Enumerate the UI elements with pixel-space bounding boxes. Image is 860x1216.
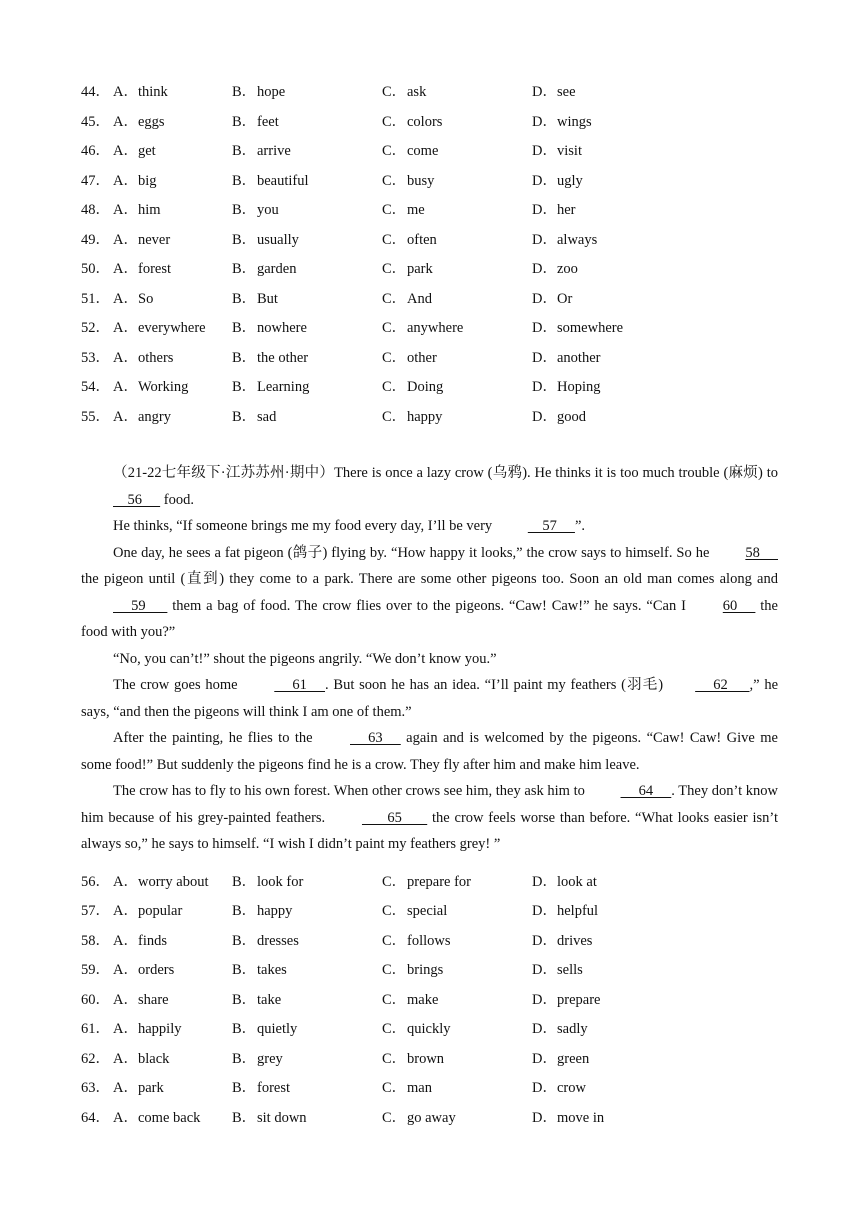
option-label-a: A． xyxy=(113,143,138,159)
option-label-b: B． xyxy=(232,320,257,336)
option-label-b: B． xyxy=(232,933,257,949)
option-label-d: D． xyxy=(532,320,557,336)
option-label-a: A． xyxy=(113,992,138,1008)
option-label-a: A． xyxy=(113,232,138,248)
option-d: somewhere xyxy=(557,320,624,336)
option-a: never xyxy=(138,232,171,248)
option-c: quickly xyxy=(407,1021,451,1037)
option-a: everywhere xyxy=(138,320,206,336)
reading-passage xyxy=(81,460,778,858)
option-d: zoo xyxy=(557,261,578,277)
option-a: black xyxy=(138,1051,170,1067)
option-label-b: B． xyxy=(232,114,257,130)
question-row xyxy=(0,82,860,102)
option-c: And xyxy=(407,291,432,307)
question-number: 49． xyxy=(81,232,110,248)
blank-64: 64 xyxy=(620,783,672,799)
option-label-d: D． xyxy=(532,933,557,949)
question-number: 60． xyxy=(81,992,110,1008)
option-label-c: C． xyxy=(382,202,407,218)
option-label-c: C． xyxy=(382,933,407,949)
option-b: take xyxy=(257,992,282,1008)
blank-59: 59 xyxy=(113,597,168,614)
option-label-d: D． xyxy=(532,1110,557,1126)
option-d: always xyxy=(557,232,598,248)
option-d: ugly xyxy=(557,173,583,189)
option-c: follows xyxy=(407,933,451,949)
option-label-c: C． xyxy=(382,320,407,336)
option-label-c: C． xyxy=(382,291,407,307)
option-b: hope xyxy=(257,84,286,100)
option-c: often xyxy=(407,232,437,248)
option-a: happily xyxy=(138,1021,182,1037)
option-d: visit xyxy=(557,143,582,159)
option-a: Working xyxy=(138,379,189,395)
option-c: make xyxy=(407,992,439,1008)
option-c: prepare for xyxy=(407,874,471,890)
option-label-d: D． xyxy=(532,379,557,395)
option-label-d: D． xyxy=(532,1080,557,1096)
question-number: 59． xyxy=(81,962,110,978)
option-label-a: A． xyxy=(113,933,138,949)
option-label-a: A． xyxy=(113,291,138,307)
question-row xyxy=(0,141,860,161)
option-label-b: B． xyxy=(232,409,257,425)
option-c: me xyxy=(407,202,425,218)
option-d: sadly xyxy=(557,1021,588,1037)
option-label-b: B． xyxy=(232,379,257,395)
option-d: good xyxy=(557,409,586,425)
option-d: helpful xyxy=(557,903,599,919)
question-row xyxy=(0,318,860,338)
option-label-a: A． xyxy=(113,409,138,425)
option-label-a: A． xyxy=(113,350,138,366)
question-number: 48． xyxy=(81,202,110,218)
option-label-d: D． xyxy=(532,962,557,978)
option-d: see xyxy=(557,84,576,100)
option-b: beautiful xyxy=(257,173,309,189)
option-label-a: A． xyxy=(113,1110,138,1126)
question-row xyxy=(0,230,860,250)
option-c: colors xyxy=(407,114,443,130)
option-d: wings xyxy=(557,114,592,130)
option-label-a: A． xyxy=(113,1021,138,1037)
option-b: Learning xyxy=(257,379,310,395)
question-number: 53． xyxy=(81,350,110,366)
passage-paragraph: He thinks, “If someone brings me my food every day, I’ll be very 57 ”. xyxy=(81,513,778,540)
option-b: you xyxy=(257,202,279,218)
question-number: 44． xyxy=(81,84,110,100)
passage-paragraph: One day, he sees a fat pigeon (鸽子) flying by. “How happy it looks,” the crow says to himself. So he 58 the pigeon until (直到) they come to a park. There are some other pigeons too. Soon an old man comes along and 59 them a bag of food. The crow flies over to the pigeons. “Caw! Caw!” he says. “Can I 60 the food with you?” xyxy=(81,540,778,646)
option-label-c: C． xyxy=(382,992,407,1008)
option-label-b: B． xyxy=(232,202,257,218)
option-a: eggs xyxy=(138,114,165,130)
question-number: 62． xyxy=(81,1051,110,1067)
option-label-c: C． xyxy=(382,350,407,366)
option-c: brown xyxy=(407,1051,445,1067)
option-b: usually xyxy=(257,232,299,248)
option-a: orders xyxy=(138,962,175,978)
passage-paragraph: （21-22七年级下·江苏苏州·期中）There is once a lazy crow (乌鸦). He thinks it is too much trouble (麻烦) to 56 food. xyxy=(81,460,778,513)
option-label-c: C． xyxy=(382,84,407,100)
option-b: sit down xyxy=(257,1110,307,1126)
option-label-c: C． xyxy=(382,903,407,919)
option-a: share xyxy=(138,992,169,1008)
question-row xyxy=(0,1108,860,1128)
option-label-a: A． xyxy=(113,320,138,336)
question-row xyxy=(0,960,860,980)
question-row xyxy=(0,289,860,309)
blank-65: 65 xyxy=(361,809,428,826)
question-number: 46． xyxy=(81,143,110,159)
option-label-d: D． xyxy=(532,874,557,890)
option-label-b: B． xyxy=(232,1021,257,1037)
option-label-c: C． xyxy=(382,114,407,130)
option-label-d: D． xyxy=(532,84,557,100)
question-row xyxy=(0,872,860,892)
option-label-a: A． xyxy=(113,874,138,890)
option-b: forest xyxy=(257,1080,291,1096)
option-d: look at xyxy=(557,874,597,890)
option-label-a: A． xyxy=(113,962,138,978)
option-label-b: B． xyxy=(232,874,257,890)
option-label-c: C． xyxy=(382,1051,407,1067)
option-label-a: A． xyxy=(113,84,138,100)
question-number: 58． xyxy=(81,933,110,949)
question-number: 45． xyxy=(81,114,110,130)
option-label-a: A． xyxy=(113,173,138,189)
option-d: another xyxy=(557,350,601,366)
passage-paragraph: “No, you can’t!” shout the pigeons angrily. “We don’t know you.” xyxy=(113,650,497,667)
option-label-d: D． xyxy=(532,1021,557,1037)
option-a: him xyxy=(138,202,161,218)
blank-56: 56 xyxy=(113,491,161,508)
option-label-b: B． xyxy=(232,992,257,1008)
question-row xyxy=(0,931,860,951)
option-a: get xyxy=(138,143,156,159)
option-c: ask xyxy=(407,84,427,100)
option-a: park xyxy=(138,1080,164,1096)
passage-source: （21-22七年级下·江苏苏州·期中） xyxy=(113,465,335,481)
option-label-c: C． xyxy=(382,874,407,890)
option-label-c: C． xyxy=(382,379,407,395)
option-d: drives xyxy=(557,933,593,949)
option-d: prepare xyxy=(557,992,601,1008)
question-number: 55． xyxy=(81,409,110,425)
question-number: 64． xyxy=(81,1110,110,1126)
blank-61: 61 xyxy=(274,677,326,693)
option-a: popular xyxy=(138,903,183,919)
option-c: special xyxy=(407,903,448,919)
option-label-b: B． xyxy=(232,1110,257,1126)
option-label-d: D． xyxy=(532,992,557,1008)
option-label-d: D． xyxy=(532,903,557,919)
option-c: happy xyxy=(407,409,443,425)
option-a: So xyxy=(138,291,154,307)
question-row xyxy=(0,200,860,220)
question-number: 51． xyxy=(81,291,110,307)
question-row xyxy=(0,901,860,921)
option-d: Hoping xyxy=(557,379,601,395)
option-a: forest xyxy=(138,261,172,277)
question-row xyxy=(0,407,860,427)
option-label-d: D． xyxy=(532,232,557,248)
option-label-b: B． xyxy=(232,1051,257,1067)
option-c: anywhere xyxy=(407,320,464,336)
option-label-b: B． xyxy=(232,962,257,978)
option-label-c: C． xyxy=(382,1080,407,1096)
option-label-b: B． xyxy=(232,903,257,919)
question-number: 57． xyxy=(81,903,110,919)
question-number: 56． xyxy=(81,874,110,890)
option-b: feet xyxy=(257,114,279,130)
passage-paragraph: The crow has to fly to his own forest. When other crows see him, they ask him to 64 . They don’t know him because of his grey-painted feathers. 65 the crow feels worse than before. “What looks easier isn’t always so,” he says to himself. “I wish I didn’t paint my feathers grey! ” xyxy=(81,778,778,858)
option-d: crow xyxy=(557,1080,586,1096)
question-row xyxy=(0,377,860,397)
option-label-d: D． xyxy=(532,291,557,307)
option-label-c: C． xyxy=(382,173,407,189)
option-label-d: D． xyxy=(532,261,557,277)
option-b: look for xyxy=(257,874,304,890)
option-label-a: A． xyxy=(113,114,138,130)
option-label-a: A． xyxy=(113,379,138,395)
option-label-a: A． xyxy=(113,202,138,218)
option-b: dresses xyxy=(257,933,299,949)
question-row xyxy=(0,1019,860,1039)
question-number: 52． xyxy=(81,320,110,336)
option-d: green xyxy=(557,1051,590,1067)
blank-62: 62 xyxy=(695,677,750,693)
question-row xyxy=(0,171,860,191)
option-label-c: C． xyxy=(382,143,407,159)
blank-58: 58 xyxy=(745,544,778,561)
option-b: grey xyxy=(257,1051,283,1067)
option-c: man xyxy=(407,1080,432,1096)
option-a: worry about xyxy=(138,874,209,890)
option-b: But xyxy=(257,291,278,307)
option-b: quietly xyxy=(257,1021,298,1037)
option-b: garden xyxy=(257,261,297,277)
option-c: come xyxy=(407,143,439,159)
option-label-c: C． xyxy=(382,232,407,248)
option-c: busy xyxy=(407,173,435,189)
question-number: 54． xyxy=(81,379,110,395)
option-label-d: D． xyxy=(532,143,557,159)
option-label-a: A． xyxy=(113,903,138,919)
question-row xyxy=(0,348,860,368)
option-label-c: C． xyxy=(382,962,407,978)
option-c: other xyxy=(407,350,437,366)
passage-paragraph: After the painting, he flies to the 63 again and is welcomed by the pigeons. “Caw! Caw! Give me some food!” But suddenly the pigeons find he is a crow. They fly after him and make him leave. xyxy=(81,725,778,778)
option-label-a: A． xyxy=(113,1051,138,1067)
question-row xyxy=(0,1049,860,1069)
option-label-b: B． xyxy=(232,173,257,189)
question-row xyxy=(0,259,860,279)
option-c: brings xyxy=(407,962,444,978)
option-c: Doing xyxy=(407,379,444,395)
option-b: arrive xyxy=(257,143,291,159)
option-a: others xyxy=(138,350,174,366)
option-a: angry xyxy=(138,409,172,425)
option-a: big xyxy=(138,173,157,189)
option-label-d: D． xyxy=(532,1051,557,1067)
option-label-c: C． xyxy=(382,1110,407,1126)
blank-60: 60 xyxy=(722,597,756,614)
option-label-d: D． xyxy=(532,114,557,130)
option-label-b: B． xyxy=(232,350,257,366)
blank-63: 63 xyxy=(350,730,401,746)
question-number: 47． xyxy=(81,173,110,189)
option-label-c: C． xyxy=(382,1021,407,1037)
option-b: sad xyxy=(257,409,277,425)
option-b: nowhere xyxy=(257,320,307,336)
option-a: think xyxy=(138,84,168,100)
question-row xyxy=(0,990,860,1010)
option-d: move in xyxy=(557,1110,605,1126)
option-label-d: D． xyxy=(532,202,557,218)
option-label-d: D． xyxy=(532,350,557,366)
passage-paragraph: The crow goes home 61 . But soon he has an idea. “I’ll paint my feathers (羽毛) 62 ,” he says, “and then the pigeons will think I am one of them.” xyxy=(81,672,778,725)
option-d: sells xyxy=(557,962,583,978)
option-label-a: A． xyxy=(113,1080,138,1096)
option-label-b: B． xyxy=(232,261,257,277)
option-label-d: D． xyxy=(532,173,557,189)
question-number: 61． xyxy=(81,1021,110,1037)
option-label-c: C． xyxy=(382,409,407,425)
option-d: Or xyxy=(557,291,573,307)
option-label-b: B． xyxy=(232,1080,257,1096)
option-a: finds xyxy=(138,933,167,949)
question-number: 63． xyxy=(81,1080,110,1096)
option-a: come back xyxy=(138,1110,201,1126)
option-d: her xyxy=(557,202,576,218)
question-row xyxy=(0,1078,860,1098)
option-label-b: B． xyxy=(232,84,257,100)
blank-57: 57 xyxy=(527,518,575,534)
option-c: go away xyxy=(407,1110,456,1126)
option-b: takes xyxy=(257,962,287,978)
option-b: happy xyxy=(257,903,293,919)
option-label-b: B． xyxy=(232,232,257,248)
option-label-c: C． xyxy=(382,261,407,277)
option-c: park xyxy=(407,261,433,277)
option-b: the other xyxy=(257,350,309,366)
option-label-d: D． xyxy=(532,409,557,425)
option-label-b: B． xyxy=(232,291,257,307)
question-row xyxy=(0,112,860,132)
option-label-b: B． xyxy=(232,143,257,159)
question-number: 50． xyxy=(81,261,110,277)
option-label-a: A． xyxy=(113,261,138,277)
